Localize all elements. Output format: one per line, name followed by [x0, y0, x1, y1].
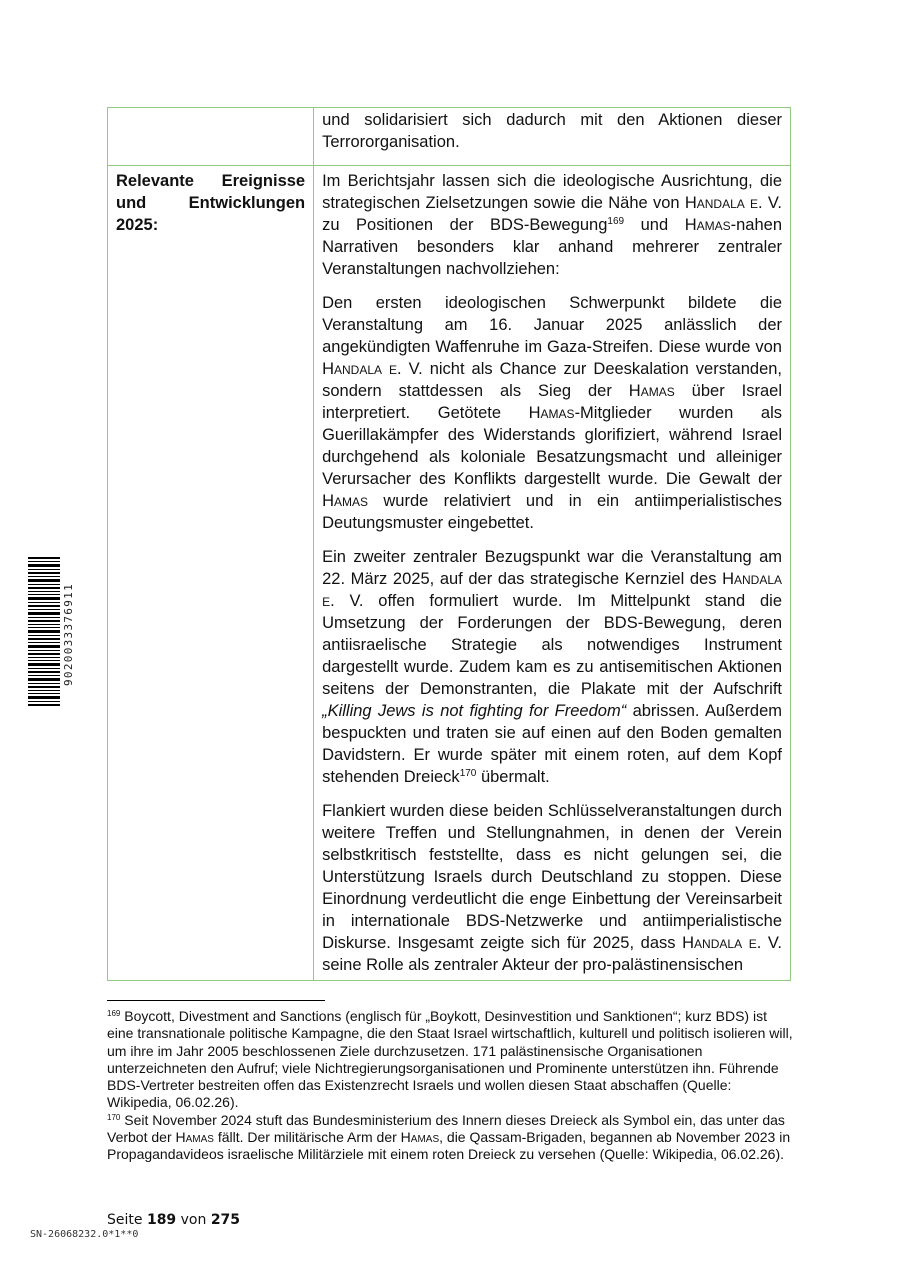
org-name: Hamas [628, 382, 675, 400]
footnote-ref: 170 [459, 768, 477, 779]
text-run: und [624, 216, 685, 234]
text-run: Den ersten ideologischen Schwerpunkt bildete die Veranstaltung am 16. Januar 2025 anlässlich der angekündigten Waffenruhe im Gaza-Streifen. Diese wurde von [322, 294, 782, 356]
text-run: über Israel interpretiert. Getötete [322, 382, 782, 422]
org-name: Handala e. [322, 570, 782, 610]
text-run: abrissen. Außerdem bespuckten und traten sie auf einen auf den Boden gemalten Davidstern. Er wurde später mit einem roten, auf dem Kopf stehenden Dreieck [322, 702, 782, 786]
text-run: Ein zweiter zentraler Bezugspunkt war die Veranstaltung am 22. März 2025, auf der das strategische Kernziel des [322, 548, 782, 588]
barcode-number: 9020033376911 [62, 583, 75, 687]
table-row [108, 108, 791, 166]
org-name: Hamas [175, 1129, 214, 1146]
org-name: Hamas [400, 1129, 440, 1146]
table-row [108, 166, 791, 981]
quoted-slogan: „Killing Jews is not fighting for Freedom“ [322, 702, 627, 720]
document-code: SN-26068232.0*1**0 [30, 1229, 139, 1240]
text-run: wurde relativiert und in ein antiimperialistisches Deutungsmuster eingebettet. [322, 492, 782, 532]
org-name: Handala e. [684, 194, 763, 212]
page-number [107, 1212, 240, 1228]
footnote-text: Seit November 2024 stuft das Bundesministerium des Innern dieses Dreieck als Symbol ein, das unter das Verbot der [107, 1111, 785, 1146]
org-name: Handala e. [322, 360, 402, 378]
page-prefix: Seite [107, 1212, 147, 1228]
text-run: V. zu Positionen der BDS-Bewegung [322, 194, 782, 234]
text-run: Im Berichtsjahr lassen sich die ideologische Ausrichtung, die strategischen Zielsetzungen sowie die Nähe von [322, 172, 782, 212]
page-middle: von [176, 1212, 211, 1228]
table-text-cell [314, 166, 791, 981]
org-name: Hamas [528, 404, 575, 422]
info-table [107, 107, 791, 981]
org-name: Hamas [322, 492, 369, 510]
table-text-cell [314, 108, 791, 166]
footnote-number: 170 [107, 1112, 121, 1122]
paragraph [322, 800, 782, 976]
text-run: übermalt. [476, 768, 550, 786]
text-run: -nahen Narrativen besonders klar anhand mehrerer zentraler Veranstaltungen nachvollziehen: [322, 216, 783, 278]
footnote-text: , die Qassam-Brigaden, begannen ab November 2023 in Propagandavideos israelische Militärziele mit einem roten Dreieck zu versehen (Quelle: Wikipedia, 06.02.26). [107, 1129, 791, 1163]
current-page: 189 [146, 1212, 177, 1228]
table-label-cell: Relevante Ereignisse und Entwicklungen 2025: [108, 166, 314, 981]
text-run: V. offen formuliert wurde. Im Mittelpunkt stand die Umsetzung der Forderungen der BDS-Bewegung, deren antiisraelische Strategie als notwendiges Instrument dargestellt wurde. Zudem kam es zu antisemitischen Aktionen seitens der Demonstranten, die Plakate mit der Aufschrift [322, 592, 782, 698]
footnote-169 [107, 1008, 795, 1112]
text-run: Flankiert wurden diese beiden Schlüsselveranstaltungen durch weitere Treffen und Stellungnahmen, in denen der Verein selbstkritisch feststellte, dass es nicht gelungen sei, die Unterstützung Israels durch Deutschland zu stoppen. Diese Einordnung verdeutlicht die enge Einbettung der Vereinsarbeit in internationale BDS-Netzwerke und antiimperialistische Diskurse. Insgesamt zeigte sich für 2025, dass [322, 802, 782, 952]
footnote-number: 169 [107, 1009, 121, 1018]
footnote-ref: 169 [607, 216, 625, 227]
org-name: Handala e. [682, 934, 762, 952]
total-pages: 275 [210, 1212, 241, 1228]
footnote-170 [107, 1112, 795, 1164]
footnote-text: Boycott, Divestment and Sanctions (englisch für „Boykott, Desinvestition und Sanktionen“; kurz BDS) ist eine transnationale politische Kampagne, die den Staat Israel wirtschaftlich, kulturell und politisch isolieren will, um ihre im Jahr 2005 beschlossenen Ziele durchzusetzen. 171 palästinensische Organisationen unterzeichneten den Aufruf; viele Nichtregierungsorganisationen und Prominente unterstützen ihn. Führende BDS-Vertreter bestreiten offen das Existenzrecht Israels und wollen diesen Staat abschaffen (Quelle: Wikipedia, 06.02.26). [107, 1008, 793, 1111]
paragraph [322, 170, 782, 280]
org-name: Hamas [684, 216, 731, 234]
text-run: V. seine Rolle als zentraler Akteur der pro-palästinensischen [322, 934, 782, 974]
footnote-separator [107, 1000, 325, 1001]
text-run: -Mitglieder wurden als Guerillakämpfer des Widerstands glorifiziert, während Israel durchgehend als koloniale Besatzungsmacht und alleiniger Verursacher des Konflikts dargestellt wurde. Die Gewalt der [322, 404, 782, 488]
paragraph [322, 546, 782, 788]
table-label-cell-empty [108, 108, 314, 166]
paragraph [322, 292, 782, 534]
footnote-text: fällt. Der militärische Arm der [213, 1129, 401, 1146]
footnotes [107, 1008, 795, 1164]
paragraph: und solidarisiert sich dadurch mit den Aktionen dieser Terrororganisation. [322, 111, 782, 151]
text-run: V. nicht als Chance zur Deeskalation verstanden, sondern stattdessen als Sieg der [322, 360, 783, 400]
